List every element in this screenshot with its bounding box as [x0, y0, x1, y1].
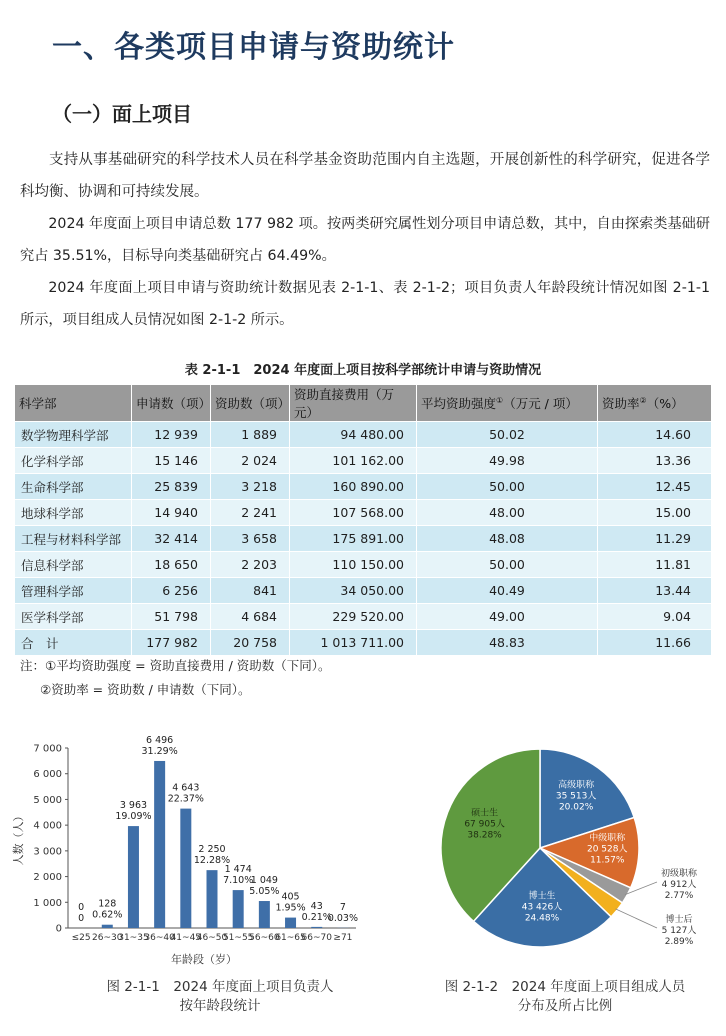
y-tick-label: 5 000 — [33, 794, 62, 806]
table-cell: 3 218 — [211, 474, 290, 500]
col-header-department: 科学部 — [15, 385, 132, 422]
pie-slice-count: 20 528人 — [586, 844, 628, 855]
pie-slice-name: 高级职称 — [558, 780, 595, 791]
bar-percent-label: 22.37% — [167, 793, 204, 805]
table-row — [15, 526, 712, 552]
pie-slice-count: 5 127人 — [661, 926, 697, 936]
bar-percent-label: 12.28% — [193, 855, 231, 867]
x-axis-label: 年龄段（岁） — [171, 953, 237, 966]
x-tick-label: 51~55 — [222, 933, 254, 943]
col-header-funded: 资助数（项） — [211, 385, 290, 422]
pie-slice-name: 初级职称 — [660, 869, 698, 879]
footnote-mark-2: ② — [639, 395, 647, 405]
table-cell: 175 891.00 — [290, 526, 417, 552]
bar-percent-label: 0.21% — [301, 911, 332, 923]
table-row — [15, 604, 712, 630]
table-cell: 2 024 — [211, 448, 290, 474]
bar — [154, 761, 165, 928]
pie-slice-name: 硕士生 — [471, 808, 499, 819]
bar-value-label: 6 496 — [146, 735, 174, 746]
table-cell: 化学科学部 — [15, 448, 132, 474]
bar — [102, 925, 113, 928]
table-total-row — [15, 630, 712, 656]
x-tick-label: 36~40 — [144, 933, 175, 943]
bar — [233, 890, 244, 928]
table-cell: 48.83 — [417, 630, 598, 656]
table-cell: 48.08 — [417, 526, 598, 552]
bar-value-label: 3 963 — [119, 800, 148, 812]
paragraph-applications: 2024 年度面上项目申请总数 177 982 项。按两类研究属性划分项目申请总数，其中，自由探索类基础研究占 35.51%，目标导向类基础研究占 64.49%。 — [20, 216, 711, 264]
member-pie-chart — [360, 735, 726, 975]
bar — [180, 809, 191, 928]
x-tick-label: 26~30 — [92, 933, 123, 943]
bar — [285, 918, 296, 928]
bar-value-label: 2 250 — [198, 844, 226, 856]
table-cell: 32 414 — [132, 526, 211, 552]
pie-slice-percent: 2.89% — [664, 937, 694, 947]
avg-intensity-label: 平均资助强度 — [421, 396, 497, 411]
bar-percent-label: 1.95% — [275, 902, 306, 914]
table-header-row — [15, 385, 712, 422]
table-cell: 25 839 — [132, 474, 211, 500]
y-tick-label: 1 000 — [33, 897, 62, 909]
table-cell: 9.04 — [598, 604, 712, 630]
bar-value-label: 0 — [78, 902, 85, 913]
table-cell: 50.00 — [417, 474, 598, 500]
table-cell: 12 939 — [132, 422, 211, 448]
bar — [128, 826, 139, 928]
subsection-title: （一）面上项目 — [52, 102, 192, 126]
table-cell: 51 798 — [132, 604, 211, 630]
table-cell: 11.81 — [598, 552, 712, 578]
paragraph-intro: 支持从事基础研究的科学技术人员在科学基金资助范围内自主选题，开展创新性的科学研究，促进各学科均衡、协调和可持续发展。 — [20, 152, 710, 200]
funding-rate-unit: （%） — [646, 396, 684, 411]
bar-percent-label: 0 — [78, 913, 85, 924]
bar-percent-label: 7.10% — [223, 875, 254, 887]
pie-slice-name: 博士生 — [528, 891, 556, 902]
col-header-applications: 申请数（项） — [132, 385, 211, 422]
pie-slice-count: 67 905人 — [464, 819, 505, 830]
bar — [311, 927, 322, 928]
table-row — [15, 500, 712, 526]
table-cell: 信息科学部 — [15, 552, 132, 578]
figure-caption-members-line2: 分布及所占比例 — [517, 998, 613, 1014]
footnote-mark-1: ① — [496, 395, 504, 405]
table-cell: 11.29 — [598, 526, 712, 552]
y-tick-label: 3 000 — [33, 846, 62, 858]
table-cell: 49.98 — [417, 448, 598, 474]
bar — [259, 901, 270, 928]
pie-slice-percent: 20.02% — [558, 802, 594, 813]
x-tick-label: 41~45 — [170, 933, 202, 943]
table-cell: 50.00 — [417, 552, 598, 578]
table-cell: 50.02 — [417, 422, 598, 448]
paragraph-references: 2024 年度面上项目申请与资助统计数据见表 2-1-1、表 2-1-2；项目负责人年龄段统计情况如图 2-1-1 所示，项目组成人员情况如图 2-1-2 所示。 — [20, 280, 710, 328]
table-cell: 工程与材料科学部 — [15, 526, 132, 552]
funding-rate-label: 资助率 — [602, 396, 640, 411]
table-cell: 177 982 — [132, 630, 211, 656]
pie-slice-count: 35 513人 — [555, 791, 597, 802]
x-tick-label: 66~70 — [301, 933, 332, 943]
table-cell: 107 568.00 — [290, 500, 417, 526]
table-cell: 15 146 — [132, 448, 211, 474]
bar-percent-label: 19.09% — [115, 811, 152, 823]
table-cell: 4 684 — [211, 604, 290, 630]
table-cell: 14.60 — [598, 422, 712, 448]
figure-caption-members-line1: 图 2-1-2 2024 年度面上项目组成人员 — [444, 979, 686, 995]
table-cell: 11.66 — [598, 630, 712, 656]
x-tick-label: 56~60 — [249, 933, 280, 943]
col-header-direct-cost: 资助直接费用（万元） — [290, 385, 417, 422]
table-cell: 110 150.00 — [290, 552, 417, 578]
pie-slice-count: 4 912人 — [661, 880, 697, 890]
table-cell: 13.44 — [598, 578, 712, 604]
bar-value-label: 128 — [98, 898, 117, 910]
table-cell: 20 758 — [211, 630, 290, 656]
table-cell: 14 940 — [132, 500, 211, 526]
table-cell: 49.00 — [417, 604, 598, 630]
table-row — [15, 422, 712, 448]
table-cell: 2 241 — [211, 500, 290, 526]
y-tick-label: 2 000 — [33, 872, 62, 884]
bar-percent-label: 0.03% — [327, 912, 359, 924]
table-caption: 表 2-1-1 2024 年度面上项目按科学部统计申请与资助情况 — [184, 363, 542, 378]
pie-slice-percent: 2.77% — [664, 891, 694, 901]
table-cell: 229 520.00 — [290, 604, 417, 630]
bar-value-label: 1 474 — [224, 864, 252, 876]
bar-percent-label: 5.05% — [249, 886, 280, 898]
table-row — [15, 474, 712, 500]
table-cell: 40.49 — [417, 578, 598, 604]
bar-percent-label: 31.29% — [141, 745, 178, 757]
bar-value-label: 43 — [310, 900, 323, 912]
x-tick-label: 31~35 — [118, 933, 149, 943]
table-row — [15, 578, 712, 604]
pie-slice-percent: 38.28% — [467, 830, 502, 841]
table-cell: 48.00 — [417, 500, 598, 526]
figure-caption-age — [90, 978, 350, 1016]
age-bar-chart — [0, 735, 360, 975]
x-tick-label: ≥71 — [333, 933, 353, 943]
table-cell: 18 650 — [132, 552, 211, 578]
pie-slice-percent: 24.48% — [524, 913, 560, 924]
col-header-funding-rate — [598, 385, 712, 422]
x-tick-label: ≤25 — [71, 933, 91, 943]
table-cell: 管理科学部 — [15, 578, 132, 604]
table-cell: 生命科学部 — [15, 474, 132, 500]
avg-intensity-unit: （万元 / 项） — [503, 396, 578, 411]
table-cell: 6 256 — [132, 578, 211, 604]
table-row — [15, 448, 712, 474]
table-cell: 数学物理科学部 — [15, 422, 132, 448]
table-cell: 160 890.00 — [290, 474, 417, 500]
table-cell: 地球科学部 — [15, 500, 132, 526]
table-note-2: ②资助率 = 资助数 / 申请数（下同）。 — [40, 682, 251, 697]
y-tick-label: 7 000 — [33, 743, 62, 755]
table-cell: 2 203 — [211, 552, 290, 578]
pie-leader-line — [616, 909, 657, 928]
table-cell: 15.00 — [598, 500, 712, 526]
y-tick-label: 4 000 — [33, 820, 62, 832]
bar-value-label: 4 643 — [172, 782, 200, 794]
table-cell: 3 658 — [211, 526, 290, 552]
bar-value-label: 1 049 — [250, 875, 278, 887]
table-row — [15, 552, 712, 578]
bar-value-label: 405 — [281, 891, 300, 903]
statistics-table — [14, 384, 712, 656]
table-cell: 12.45 — [598, 474, 712, 500]
y-tick-label: 6 000 — [33, 769, 62, 781]
table-cell: 13.36 — [598, 448, 712, 474]
figure-caption-age-line1: 图 2-1-1 2024 年度面上项目负责人 — [106, 979, 334, 995]
table-cell: 1 013 711.00 — [290, 630, 417, 656]
pie-slice-count: 43 426人 — [521, 902, 563, 913]
pie-slice-name: 中级职称 — [589, 833, 626, 844]
x-tick-label: 61~65 — [275, 933, 306, 943]
section-title: 一、各类项目申请与资助统计 — [52, 30, 455, 65]
bar — [207, 870, 218, 928]
x-tick-label: 46~50 — [196, 933, 228, 943]
bar-value-label: 7 — [339, 901, 346, 913]
table-note-1: 注：①平均资助强度 = 资助直接费用 / 资助数（下同）。 — [20, 658, 331, 673]
y-axis-label: 人数（人） — [12, 810, 25, 866]
table-cell: 合 计 — [15, 630, 132, 656]
col-header-avg-intensity — [417, 385, 598, 422]
table-cell: 94 480.00 — [290, 422, 417, 448]
table-cell: 医学科学部 — [15, 604, 132, 630]
figure-caption-age-line2: 按年龄段统计 — [179, 998, 261, 1014]
table-cell: 841 — [211, 578, 290, 604]
pie-slice-percent: 11.57% — [590, 855, 625, 866]
y-tick-label: 0 — [55, 923, 62, 935]
table-cell: 34 050.00 — [290, 578, 417, 604]
pie-slice-name: 博士后 — [665, 915, 693, 925]
table-cell: 1 889 — [211, 422, 290, 448]
bar-percent-label: 0.62% — [92, 909, 123, 921]
figure-caption-members — [430, 978, 700, 1016]
table-cell: 101 162.00 — [290, 448, 417, 474]
